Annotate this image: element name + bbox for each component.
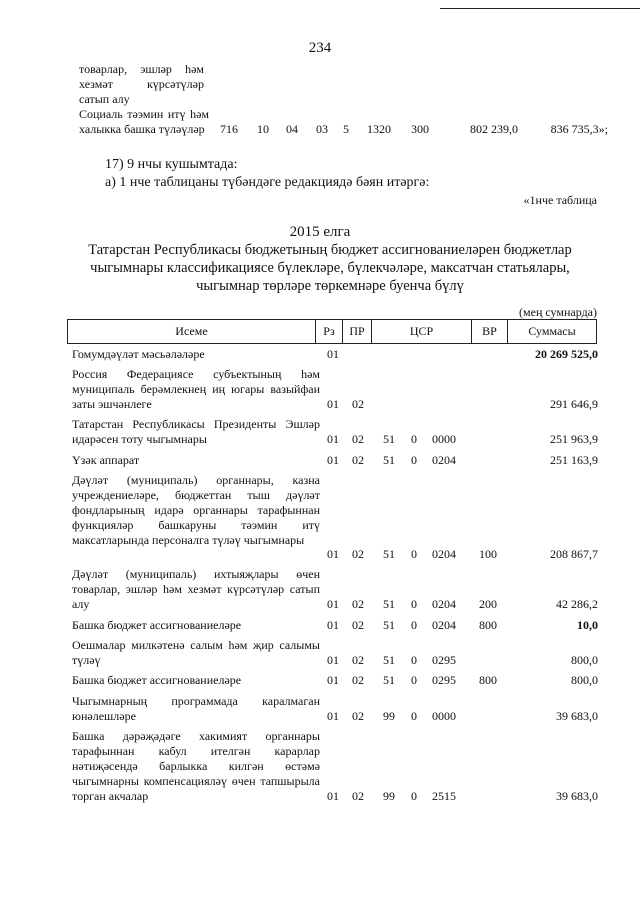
row-vr: 800 xyxy=(479,618,497,632)
row-sum: 208 867,7 xyxy=(550,547,598,561)
row-sum: 42 286,2 xyxy=(556,597,598,611)
cont-vr: 300 xyxy=(411,122,429,136)
row-pr: 02 xyxy=(352,432,364,446)
row-csr-3: 2515 xyxy=(432,789,456,803)
row-sum: 39 683,0 xyxy=(556,709,598,723)
row-csr-1: 51 xyxy=(383,653,395,667)
row-pr: 02 xyxy=(352,653,364,667)
row-vr: 100 xyxy=(479,547,497,561)
header-vr: ВР xyxy=(482,324,497,338)
cont-csr-4: 1320 xyxy=(367,122,391,136)
row-name: Оешмалар милкәтенә салым һәм җир салымы түләү xyxy=(72,638,320,667)
row-name: Дәүләт (муниципаль) органнары, казна учреждениеләре, бюджеттан тыш дәүләт фондларының идарә органнары тарафыннан функцияләр башкаруны тәэмин итү максатларында персоналга түләү чыгымнары xyxy=(72,473,320,547)
header-pr: ПР xyxy=(349,324,365,338)
row-rz: 01 xyxy=(327,673,339,687)
row-csr-2: 0 xyxy=(411,547,417,561)
row-sum: 39 683,0 xyxy=(556,789,598,803)
row-csr-3: 0204 xyxy=(432,547,456,561)
row-name: Гомумдәүләт мәсьәләләре xyxy=(72,347,205,361)
row-csr-2: 0 xyxy=(411,653,417,667)
table-header xyxy=(67,319,597,344)
row-pr: 02 xyxy=(352,547,364,561)
header-name: Исеме xyxy=(175,324,208,338)
row-csr-1: 51 xyxy=(383,453,395,467)
cont-csr-1: 04 xyxy=(286,122,298,136)
row-csr-1: 99 xyxy=(383,789,395,803)
row-csr-2: 0 xyxy=(411,618,417,632)
row-rz: 01 xyxy=(327,432,339,446)
row-rz: 01 xyxy=(327,709,339,723)
row-pr: 02 xyxy=(352,673,364,687)
continuation-row-2-name: Социаль тәэмин итү һәм халыкка башка түләүләр xyxy=(79,107,209,136)
header-sum: Суммасы xyxy=(528,324,576,338)
row-sum: 251 163,9 xyxy=(550,453,598,467)
row-name: Дәүләт (муниципаль) ихтыяҗлары өчен товарлар, эшләр һәм хезмәт күрсәтүләр сатып алу xyxy=(72,567,320,611)
cont-sum-1: 802 239,0 xyxy=(470,122,518,136)
row-csr-2: 0 xyxy=(411,789,417,803)
row-name: Башка дәрәҗәдәге хакимият органнары тарафыннан кабул ителгән карарлар нәтиҗәсендә барлыкка килгән өстәмә чыгымнарны компенсацияләү өчен тапшырыла торган акчалар xyxy=(72,729,320,803)
row-pr: 02 xyxy=(352,397,364,411)
row-vr: 200 xyxy=(479,597,497,611)
row-csr-2: 0 xyxy=(411,673,417,687)
row-rz: 01 xyxy=(327,547,339,561)
row-name: Үзәк аппарат xyxy=(72,453,140,467)
row-vr: 800 xyxy=(479,673,497,687)
cont-csr-2: 03 xyxy=(316,122,328,136)
row-csr-3: 0000 xyxy=(432,709,456,723)
row-csr-1: 51 xyxy=(383,618,395,632)
units-note: (мең сумнарда) xyxy=(519,305,597,319)
row-csr-3: 0000 xyxy=(432,432,456,446)
header-csr: ЦСР xyxy=(409,324,434,338)
row-rz: 01 xyxy=(327,347,339,361)
table-reference: «1нче таблица xyxy=(523,193,597,207)
header-rz: Рз xyxy=(323,324,335,338)
row-name: Башка бюджет ассигнованиеләре xyxy=(72,673,242,687)
amendment-line-2: а) 1 нче таблицаны түбәндәге редакциядә бәян итәргә: xyxy=(105,175,430,190)
row-csr-1: 51 xyxy=(383,597,395,611)
row-csr-1: 51 xyxy=(383,673,395,687)
row-csr-3: 0204 xyxy=(432,453,456,467)
row-csr-3: 0204 xyxy=(432,597,456,611)
row-name: Башка бюджет ассигнованиеләре xyxy=(72,618,242,632)
row-rz: 01 xyxy=(327,618,339,632)
row-pr: 02 xyxy=(352,453,364,467)
row-name: Чыгымнарның программада каралмаган юнәлешләре xyxy=(72,694,320,723)
cont-pr: 10 xyxy=(257,122,269,136)
cont-sum-2: 836 735,3»; xyxy=(550,122,608,136)
row-csr-3: 0295 xyxy=(432,653,456,667)
row-rz: 01 xyxy=(327,789,339,803)
cont-rz: 716 xyxy=(220,122,238,136)
row-pr: 02 xyxy=(352,709,364,723)
row-sum: 10,0 xyxy=(577,618,598,632)
row-csr-2: 0 xyxy=(411,709,417,723)
row-csr-1: 51 xyxy=(383,432,395,446)
amendment-line-1: 17) 9 нчы кушымтада: xyxy=(105,157,238,172)
continuation-row-1-name: товарлар, эшләр һәм хезмәт күрсәтүләр сатып алу xyxy=(79,62,204,106)
row-csr-2: 0 xyxy=(411,597,417,611)
row-rz: 01 xyxy=(327,453,339,467)
title-text: Татарстан Республикасы бюджетының бюджет ассигнованиеләрен бюджетлар чыгымнары классификациясе бүлекләре, бүлекчәләре, максатчан статьялары, чыгымнар төрләре төркемнәре буенча бүлү xyxy=(88,242,572,294)
row-pr: 02 xyxy=(352,597,364,611)
row-sum: 291 646,9 xyxy=(550,397,598,411)
row-rz: 01 xyxy=(327,597,339,611)
row-sum: 800,0 xyxy=(571,653,598,667)
row-pr: 02 xyxy=(352,618,364,632)
row-csr-2: 0 xyxy=(411,453,417,467)
row-csr-1: 99 xyxy=(383,709,395,723)
row-csr-3: 0204 xyxy=(432,618,456,632)
row-rz: 01 xyxy=(327,397,339,411)
row-sum: 20 269 525,0 xyxy=(535,347,598,361)
row-rz: 01 xyxy=(327,653,339,667)
row-pr: 02 xyxy=(352,789,364,803)
row-csr-3: 0295 xyxy=(432,673,456,687)
row-csr-1: 51 xyxy=(383,547,395,561)
title-year: 2015 елга xyxy=(289,224,351,240)
top-rule xyxy=(440,8,640,9)
row-sum: 251 963,9 xyxy=(550,432,598,446)
row-name: Татарстан Республикасы Президенты Эшләр идарәсен тоту чыгымнары xyxy=(72,417,320,446)
page-number: 234 xyxy=(308,40,332,56)
row-sum: 800,0 xyxy=(571,673,598,687)
row-csr-2: 0 xyxy=(411,432,417,446)
row-name: Россия Федерациясе субъектының һәм муниципаль берәмлекнең иң югары вазыйфаи заты эшчәнлеге xyxy=(72,367,320,411)
cont-csr-3: 5 xyxy=(343,122,349,136)
